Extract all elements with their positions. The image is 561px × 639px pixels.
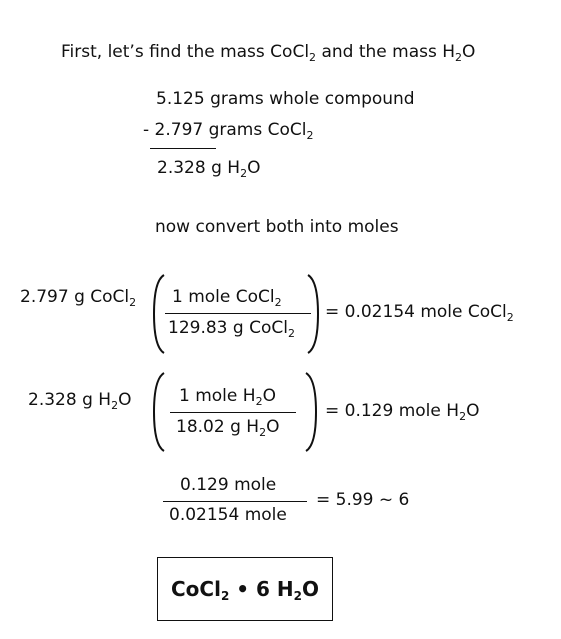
subtraction-total-line: 5.125 grams whole compound xyxy=(156,89,415,109)
water-result: = 0.129 mole $H_2O$ xyxy=(325,401,480,423)
subtraction-cocl2-line: - 2.797 grams CoCl$_2$ xyxy=(143,120,314,142)
cocl2-given: 2.797 g CoCl$_2$ xyxy=(20,287,137,309)
subtraction-result-line: 2.328 g $H_2O$ xyxy=(157,158,261,180)
water-denominator: 18.02 g $H_2O$ xyxy=(176,417,280,439)
instruction-text: now convert both into moles xyxy=(155,217,399,237)
cocl2-fraction-bar xyxy=(165,313,311,314)
water-numerator: 1 mole $H_2O$ xyxy=(179,386,276,408)
heading: First, let’s find the mass CoCl$_2$ and the mass $H_2O$ xyxy=(61,42,476,64)
ratio-numerator: 0.129 mole xyxy=(180,475,277,495)
water-given: 2.328 g $H_2O$ xyxy=(28,390,132,412)
water-right-paren xyxy=(304,371,318,453)
cocl2-right-paren xyxy=(306,273,320,355)
cocl2-left-paren xyxy=(152,273,166,355)
water-fraction-bar xyxy=(170,412,296,413)
cocl2-numerator: 1 mole CoCl$_2$ xyxy=(172,287,282,309)
final-formula-box xyxy=(157,557,333,621)
subtraction-rule xyxy=(150,148,216,149)
ratio-fraction-bar xyxy=(163,501,307,502)
ratio-denominator: 0.02154 mole xyxy=(169,505,287,525)
cocl2-denominator: 129.83 g CoCl$_2$ xyxy=(168,318,295,340)
water-left-paren xyxy=(152,371,166,453)
final-formula: CoCl$_2$ • 6 $H_2O$ xyxy=(170,577,319,603)
cocl2-result: = 0.02154 mole CoCl$_2$ xyxy=(325,302,514,324)
ratio-result: = 5.99 ~ 6 xyxy=(316,490,410,510)
